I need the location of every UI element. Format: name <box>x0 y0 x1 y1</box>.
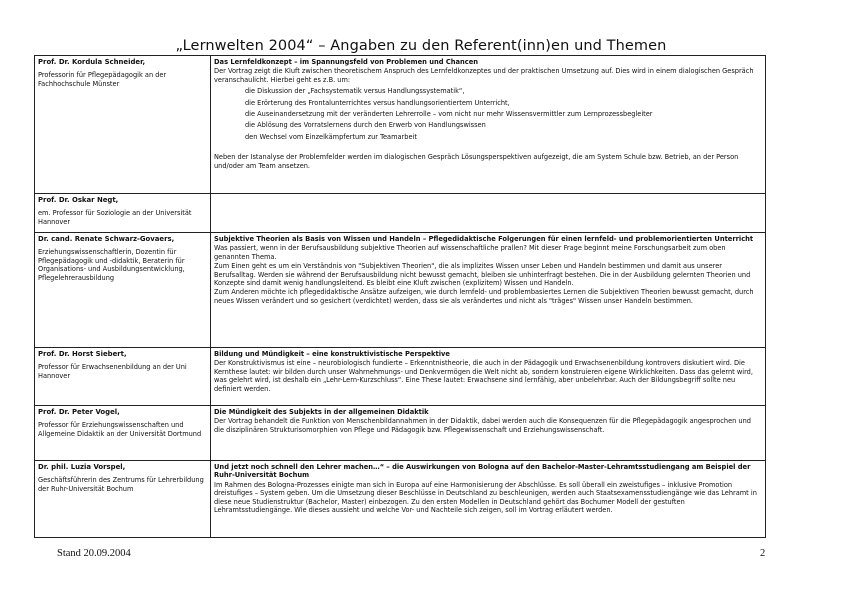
list-item: den Wechsel vom Einzelkämpfertum zur Teamarbeit <box>245 132 417 141</box>
topic-title: Bildung und Mündigkeit – eine konstruktivistische Perspektive <box>214 350 450 358</box>
topic-paragraph: Im Rahmen des Bologna-Prozesses einigte man sich in Europa auf eine Harmonisierung der Abschlüsse. Es soll überall ein zweistufiges – inklusive Promotion dreistufiges – System geben. Um die Umsetzung dieser Beschlüsse in Deutschland zu beschleunigen, werden auch Staatsexamensstudiengänge wie das Lehramt in diese neue Studienstruktur (Bachelor, Master) einbezogen. Zu den ersten Modellen in Deutschland gehört das Bochumer Modell der gestuften Lehramtsstudiengänge. Wie dieses aussieht und welche Vor- und Nachteile sich zeigen, soll im Vortrag erläutert werden. <box>214 480 757 515</box>
speaker-role: Professor für Erziehungswissenschaften und Allgemeine Didaktik an der Universität Dortmund <box>38 421 202 438</box>
speaker-cell <box>35 233 211 348</box>
document-title: „Lernwelten 2004“ – Angaben zu den Referent(inn)en und Themen <box>175 38 667 54</box>
topic-paragraph: Der Konstruktivismus ist eine – neurobiologisch fundierte – Erkenntnistheorie, die auch in der Pädagogik und Erwachsenenbildung kontrovers diskutiert wird. Die Kernthese lautet: wir bilden durch unser Wahrnehmungs- und Denkvermögen die Welt nicht ab, sondern konstruieren eigene Wirklichkeiten. Dass das gelernt wird, was gelehrt wird, ist deshalb ein „Lehr-Lern-Kurzschluss“. Eine These lautet: Erwachsene sind lernfähig, aber unbelehrbar. Auch der Bildungsbegriff sollte neu definiert werden. <box>214 359 753 393</box>
page-number: 2 <box>760 548 766 559</box>
list-item: die Erörterung des Frontalunterrichtes versus handlungsorientiertem Unterricht, <box>245 98 510 107</box>
speaker-cell <box>35 194 211 233</box>
table-row <box>35 461 766 538</box>
footer-date: Stand 20.09.2004 <box>57 548 131 559</box>
speaker-role: Professor für Erwachsenenbildung an der Uni Hannover <box>38 363 187 380</box>
topic-cell <box>211 56 766 194</box>
speaker-role: Geschäftsführerin des Zentrums für Lehrerbildung der Ruhr-Universität Bochum <box>38 476 204 493</box>
speaker-cell <box>35 461 211 538</box>
speaker-name: Dr. phil. Luzia Vorspel, <box>38 463 126 471</box>
table-row <box>35 56 766 194</box>
speaker-cell <box>35 56 211 194</box>
topic-title: Und jetzt noch schnell den Lehrer machen…“ – die Auswirkungen von Bologna auf den Bachelor-Master-Lehramtsstudiengang am Beispiel der Ruhr-Universität Bochum <box>214 463 751 480</box>
speaker-role: em. Professor für Soziologie an der Universität Hannover <box>38 209 192 226</box>
topic-paragraph: Der Vortrag behandelt die Funktion von Menschenbildannahmen in der Didaktik, dabei werden auch die Konsequenzen für die Pflegepädagogik angesprochen und die disziplinären Strukturisomorphien von Pflege und Pädagogik bzw. Pflegewissenschaft und Erziehungswissenschaft. <box>214 417 751 434</box>
list-item: die Auseinandersetzung mit der veränderten Lehrerrolle – vom nicht nur mehr Wissensvermittler zum Lernprozessbegleiter <box>245 110 653 119</box>
speaker-cell <box>35 348 211 406</box>
topic-title: Subjektive Theorien als Basis von Wissen und Handeln – Pflegedidaktische Folgerungen für einen lernfeld- und problemorientierten Unterricht <box>214 235 754 243</box>
topic-paragraph: Zum Einen geht es um ein Verständnis von "Subjektiven Theorien", die als implizites Wissen unser Leben und Handeln bestimmen und damit aus unserer Berufsalltag. Werden sie während der Berufsausbildung nicht bewusst gemacht, bleiben sie unhinterfragt bestehen. Die in der Ausbildung gelernten Theorien und Konzepte sind damit wenig handlungsleitend. Es bleibt eine Kluft zwischen (explizitem) Wissen und Handeln. <box>214 262 751 288</box>
topic-paragraph: Zum Anderen möchte ich pflegedidaktische Ansätze aufzeigen, wie durch lernfeld- und problembasiertes Lernen die Subjektiven Theorien bewusst gemacht, durch neues Wissen verändert und so gesichert (verdichtet) werden, dass sie als verändertes und nicht als "träges" Wissen unser Handeln bestimmen. <box>214 288 754 305</box>
speaker-role: Professorin für Pflegepädagogik an der Fachhochschule Münster <box>38 71 167 88</box>
topic-title: Die Mündigkeit des Subjekts in der allgemeinen Didaktik <box>214 408 429 416</box>
table-row <box>35 406 766 461</box>
topic-cell <box>211 233 766 348</box>
topic-cell <box>211 194 766 233</box>
speaker-name: Dr. cand. Renate Schwarz-Govaers, <box>38 235 175 243</box>
list-item: die Ablösung des Vorratslernens durch den Erwerb von Handlungswissen <box>245 121 486 130</box>
speaker-role: Erziehungswissenschaftlerin, Dozentin für Pflegepädagogik und -didaktik, Beraterin für Organisations- und Ausbildungsentwicklung, Pflegelehrerausbildung <box>38 248 185 282</box>
list-item: die Diskussion der „Fachsystematik versus Handlungssystematik“, <box>245 87 465 96</box>
speaker-table <box>34 55 766 538</box>
topic-cell <box>211 406 766 461</box>
topic-paragraph: Was passiert, wenn in der Berufsausbildung subjektive Theorien auf wissenschaftliche prallen? Mit dieser Frage beginnt meine Forschungsarbeit zum oben genannten Thema. <box>214 244 726 261</box>
table-row <box>35 233 766 348</box>
topic-title: Das Lernfeldkonzept – im Spannungsfeld von Problemen und Chancen <box>214 58 479 66</box>
table-row <box>35 194 766 233</box>
topic-paragraph: Neben der Istanalyse der Problemfelder werden im dialogischen Gespräch Lösungsperspektiven aufgezeigt, die am System Schule bzw. Betrieb, an der Person und/oder am Team ansetzen. <box>214 153 739 170</box>
speaker-name: Prof. Dr. Horst Siebert, <box>38 350 127 358</box>
table-row <box>35 348 766 406</box>
speaker-name: Prof. Dr. Peter Vogel, <box>38 408 120 416</box>
speaker-cell <box>35 406 211 461</box>
topic-cell <box>211 461 766 538</box>
topic-paragraph: Der Vortrag zeigt die Kluft zwischen theoretischem Anspruch des Lernfeldkonzeptes und der praktischen Umsetzung auf. Dies wird in einem dialogischen Gespräch veranschaulicht. Hierbei geht es z.B. um: <box>214 67 754 84</box>
speaker-name: Prof. Dr. Oskar Negt, <box>38 196 119 204</box>
topic-list <box>214 86 762 143</box>
topic-cell <box>211 348 766 406</box>
speaker-name: Prof. Dr. Kordula Schneider, <box>38 58 146 66</box>
